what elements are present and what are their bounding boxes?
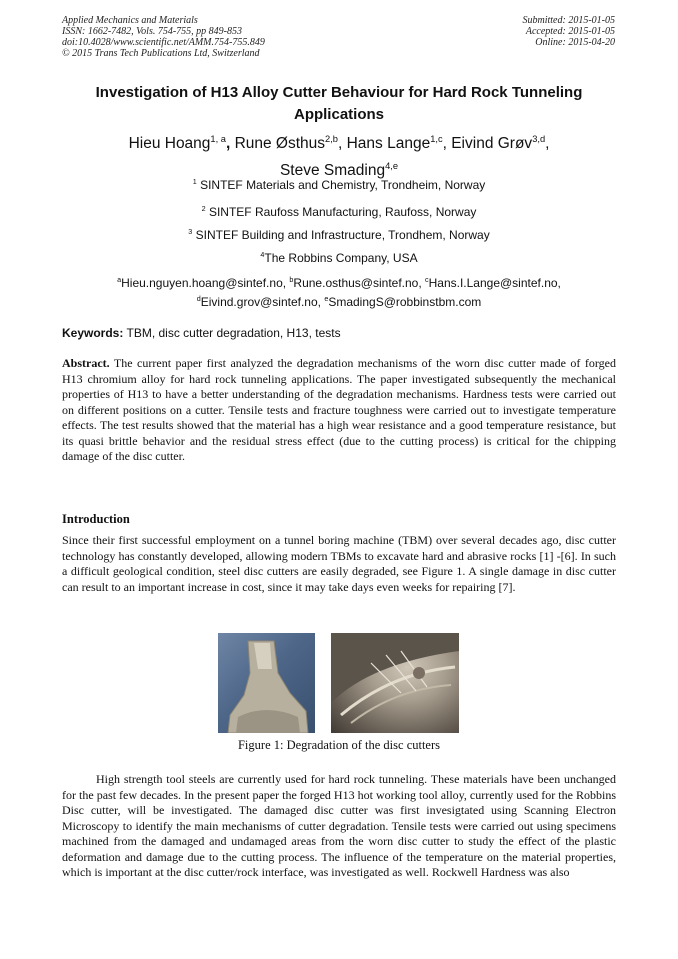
- email-link[interactable]: Hans.I.Lange@sintef.no: [428, 276, 558, 290]
- figure-caption: Figure 1: Degradation of the disc cutters: [237, 738, 441, 752]
- accepted-date: Accepted: 2015-01-05: [525, 26, 615, 37]
- email-link[interactable]: Rune.osthus@sintef.no: [293, 276, 419, 290]
- author-name: Hans Lange: [346, 135, 431, 153]
- keywords: [62, 326, 616, 340]
- abstract-label: Abstract.: [62, 356, 110, 370]
- intro-paragraph-1: Since their first successful employment on a tunnel boring machine (TBM) over several decades ago, disc cutter technology has constantly developed, allowing modern TBMs to excavate hard and abrasive rocks [1] -[6]. In such a difficult geological condition, steel disc cutters are easily degraded, see Figure 1. A single damage in disc cutter can result to an important increase in cost, since it may take days even weeks for repairing [7].: [62, 533, 616, 594]
- intro-paragraph-2: High strength tool steels are currently used for hard rock tunneling. These materials have been unchanged for the past few decades. In the present paper the forged H13 hot working tool alloy, currently used for the Robbins Disc cutter, will be investigated. The damaged disc cutter was first invesigtated using Scanning Electron Microscopy to identify the main mechanisms of cutter degradation. Tensile tests were carried out using specimens machined from the damaged and undamaged areas from the worn disc cutter to study the effect of the plastic deformation and damage due to the cutting process. The influence of the temperature on the material properties, which is important at the disc cutter/rock interface, was investigated as well. Rockwell Hardness was also: [62, 772, 616, 879]
- paper-title: [62, 82, 616, 126]
- email-list: $^a$Hieu.nguyen.hoang@sintef.no, $^b$Rune.osthus@sintef.no, $^c$Hans.I.Lange@sintef.no, $^d$Eivind.grov@sintef.no, $^e$SmadingS@robbinstbm.com: [117, 275, 561, 309]
- email-link[interactable]: Hieu.nguyen.hoang@sintef.no: [121, 276, 283, 290]
- online-date: Online: 2015-04-20: [535, 37, 615, 48]
- figure-photo-cutter-section: [218, 633, 315, 733]
- title-line-1: Investigation of H13 Alloy Cutter Behaviour for Hard Rock Tunneling: [95, 84, 583, 101]
- issn-line: ISSN: 1662-7482, Vols. 754-755, pp 849-853: [62, 26, 242, 37]
- author-sup: 1,c: [430, 134, 443, 144]
- affiliation-2: $^2$ SINTEF Raufoss Manufacturing, Raufoss, Norway: [201, 204, 477, 219]
- author-list: Hieu Hoang$^{1, a}$, Rune Østhus$^{2,b}$, Hans Lange$^{1,c}$, Eivind Grøv$^{3,d}$, Steve Smading$^{4,e}$: [128, 134, 550, 180]
- header-right: [523, 15, 616, 48]
- doi-line: doi:10.4028/www.scientific.net/AMM.754-755.849: [62, 37, 265, 48]
- affiliation-1: $^1$ SINTEF Materials and Chemistry, Trondheim, Norway: [192, 177, 486, 192]
- author-sup: 3,d: [532, 134, 546, 144]
- submitted-date: Submitted: 2015-01-05: [522, 15, 615, 26]
- figure-1: [218, 633, 462, 733]
- journal-name: Applied Mechanics and Materials: [62, 15, 198, 26]
- author-name: Rune Østhus: [234, 135, 326, 153]
- header-left: [62, 15, 265, 59]
- author-name: Hieu Hoang: [128, 135, 211, 153]
- affiliation-4: $^4$The Robbins Company, USA: [260, 250, 418, 265]
- email-link[interactable]: SmadingS@robbinstbm.com: [328, 295, 482, 309]
- title-line-2: Applications: [293, 106, 384, 123]
- author-name: Steve Smading: [279, 162, 386, 180]
- keywords-text: TBM, disc cutter degradation, H13, tests: [126, 326, 341, 340]
- author-sup: 4,e: [385, 161, 399, 172]
- author-sup: 2,b: [325, 134, 338, 144]
- abstract-text: The current paper first analyzed the degradation mechanisms of the worn disc cutter made of forged H13 chromium alloy for hard rock tunneling applications. The paper investigated subsequently the mechanical properties of H13 to have a better understanding of the degradation mechanisms. Hardness tests were carried out on different positions on a cutter. Tensile tests and fracture toughness were carried out to investigate temperature effects. The test results showed that the material has a high wear resistance and a good temperature resistance, but its quasi brittle behavior and the residual stress effect (due to the cutting process) is critical for the chipping damage of the disc cutter.: [62, 356, 616, 463]
- keywords-label: Keywords:: [62, 326, 124, 340]
- abstract: [62, 356, 616, 465]
- section-heading-introduction: Introduction: [62, 512, 130, 526]
- author-name: Eivind Grøv: [451, 135, 533, 153]
- figure-photo-worn-surface: [331, 633, 459, 733]
- affiliation-3: $^3$ SINTEF Building and Infrastructure, Trondhem, Norway: [188, 227, 490, 242]
- copyright-line: © 2015 Trans Tech Publications Ltd, Switzerland: [62, 48, 260, 59]
- email-link[interactable]: Eivind.grov@sintef.no: [200, 295, 318, 309]
- author-sup: 1, a: [210, 134, 226, 144]
